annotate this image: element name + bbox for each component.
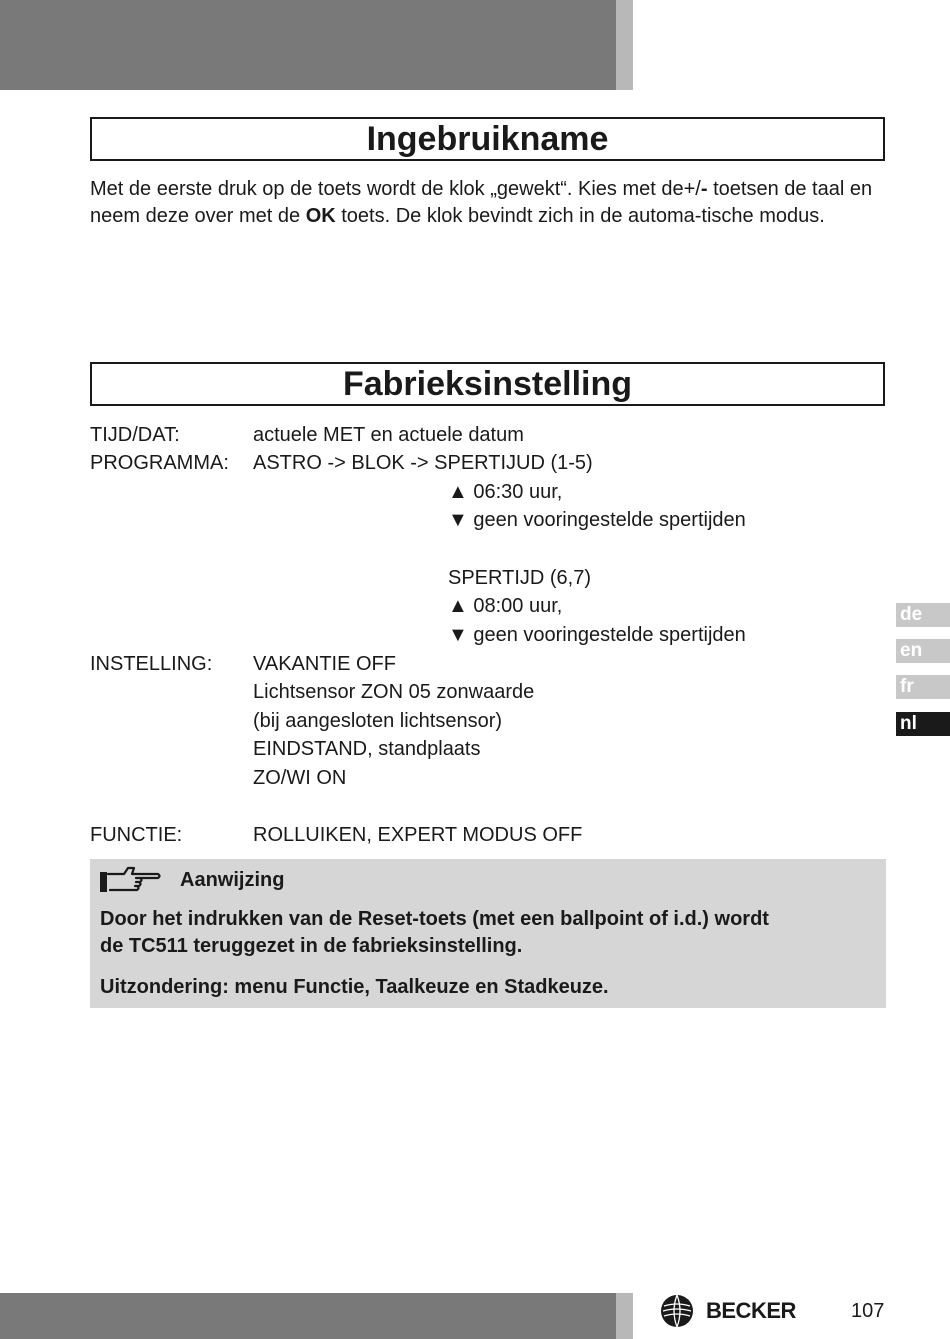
setting-label: PROGRAMMA: (90, 452, 229, 474)
becker-globe-icon (660, 1294, 694, 1328)
top-band-edge (616, 0, 633, 90)
language-tab-en[interactable]: en (896, 639, 950, 663)
section-title-ingebruikname: Ingebruikname (90, 117, 885, 161)
language-tab-fr[interactable]: fr (896, 675, 950, 699)
language-tab-de[interactable]: de (896, 603, 950, 627)
setting-subvalue: ▲ 08:00 uur, (448, 595, 563, 617)
note-text-line: Uitzondering: menu Functie, Taalkeuze en Stadkeuze. (100, 976, 609, 998)
becker-logo (660, 1293, 796, 1329)
note-title: Aanwijzing (180, 869, 285, 891)
setting-label: TIJD/DAT: (90, 424, 180, 446)
setting-value: Lichtsensor ZON 05 zonwaarde (253, 681, 535, 703)
minus-key-text: - (700, 178, 708, 200)
setting-value: ZO/WI ON (253, 767, 347, 789)
language-tab-nl[interactable]: nl (896, 712, 950, 736)
note-box (90, 859, 886, 1008)
setting-value: VAKANTIE OFF (253, 653, 396, 675)
note-text-line: Door het indrukken van de Reset-toets (met een ballpoint of i.d.) wordt (100, 908, 769, 930)
ok-key-text: OK (305, 205, 336, 227)
setting-subvalue: SPERTIJD (6,7) (448, 567, 591, 589)
logo-text: BECKER (706, 1298, 796, 1323)
text-part: Met de eerste druk op de toets wordt de klok „gewekt“. Kies met de+/ (90, 178, 701, 200)
bottom-band (0, 1293, 616, 1339)
top-band (0, 0, 616, 90)
page-number: 107 (851, 1300, 885, 1322)
text-part: toetsen de taal en neem deze over met de (90, 178, 873, 227)
text-part: toets. De klok bevindt zich in de automa-tische modus. (335, 205, 825, 227)
setting-value: ASTRO -> BLOK -> SPERTIJUD (1-5) (253, 452, 593, 474)
bottom-band-edge (616, 1293, 633, 1339)
section-title-fabrieksinstelling: Fabrieksinstelling (90, 362, 885, 406)
note-text-line: de TC511 teruggezet in de fabrieksinstelling. (100, 935, 523, 957)
setting-subvalue: ▲ 06:30 uur, (448, 481, 563, 503)
setting-value: (bij aangesloten lichtsensor) (253, 710, 503, 732)
setting-subvalue: ▼ geen vooringestelde spertijden (448, 624, 746, 646)
pointing-hand-icon (98, 863, 162, 897)
setting-label: INSTELLING: (90, 653, 213, 675)
setting-subvalue: ▼ geen vooringestelde spertijden (448, 509, 746, 531)
setting-value: actuele MET en actuele datum (253, 424, 524, 446)
setting-value: EINDSTAND, standplaats (253, 738, 481, 760)
setting-value: ROLLUIKEN, EXPERT MODUS OFF (253, 824, 583, 846)
setting-label: FUNCTIE: (90, 824, 183, 846)
ingebruikname-text (90, 176, 890, 230)
